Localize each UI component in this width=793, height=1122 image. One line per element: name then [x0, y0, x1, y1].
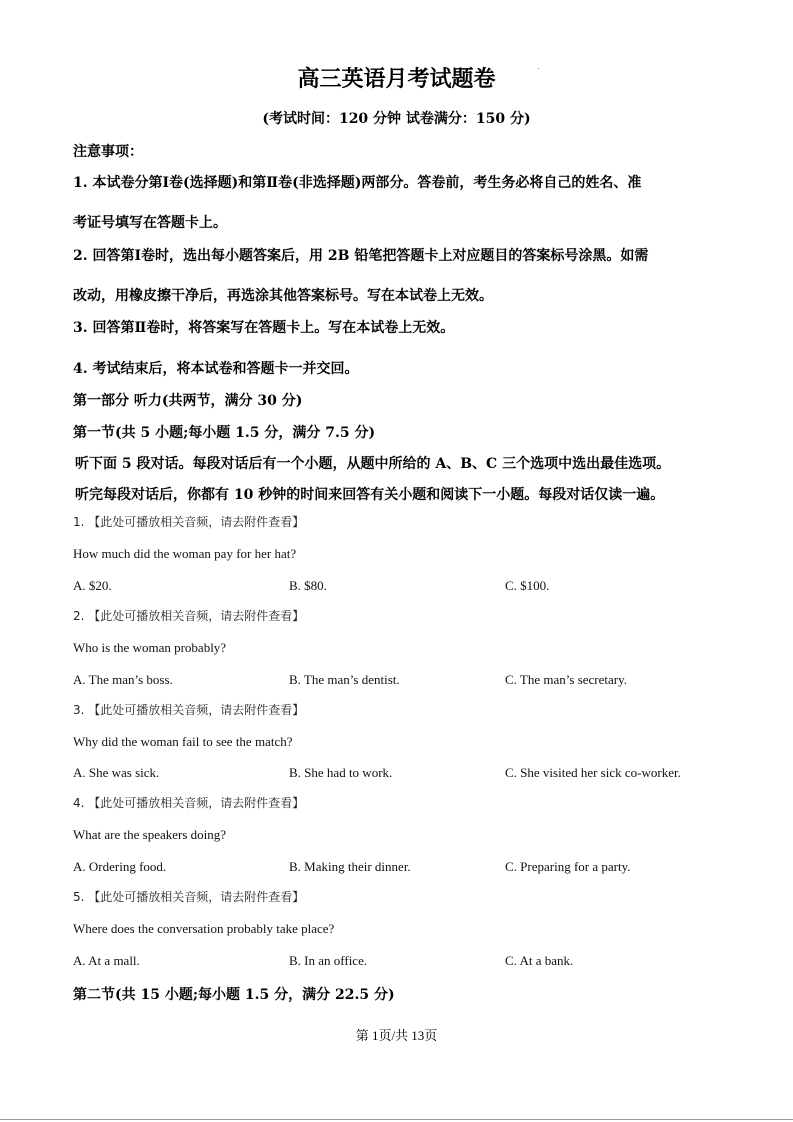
audio-placeholder-1[interactable]: 1. 【此处可播放相关音频，请去附件查看】: [73, 515, 305, 529]
question-4-option-c: C. Preparing for a party.: [505, 859, 631, 874]
notice-heading: 注意事项：: [73, 144, 143, 160]
question-5-option-b: B. In an office.: [289, 953, 368, 968]
notice-item-1b: 考证号填写在答题卡上。: [73, 215, 227, 231]
question-3-option-c: C. She visited her sick co-worker.: [505, 765, 681, 780]
question-3-option-a: A. She was sick.: [73, 765, 160, 780]
question-1-text: How much did the woman pay for her hat?: [73, 546, 297, 561]
audio-placeholder-4[interactable]: 4. 【此处可播放相关音频，请去附件查看】: [73, 796, 305, 810]
question-3-text: Why did the woman fail to see the match?: [73, 734, 293, 749]
question-4-option-a: A. Ordering food.: [73, 859, 167, 874]
question-4-text: What are the speakers doing?: [73, 827, 227, 842]
page-number: 第 1页/共 13页: [355, 1028, 438, 1043]
exam-time-info: (考试时间：120 分钟 试卷满分：150 分): [262, 111, 531, 127]
audio-placeholder-3[interactable]: 3. 【此处可播放相关音频，请去附件查看】: [73, 703, 305, 717]
question-1-option-a: A. $20.: [73, 578, 112, 593]
notice-item-2a: 2. 回答第Ⅰ卷时，选出每小题答案后，用 2B 铅笔把答题卡上对应题目的答案标号涂黑。如需: [73, 248, 649, 264]
question-1-option-c: C. $100.: [505, 578, 550, 593]
question-2-option-b: B. The man’s dentist.: [289, 672, 400, 687]
notice-item-3: 3. 回答第Ⅱ卷时，将答案写在答题卡上。写在本试卷上无效。: [73, 320, 455, 336]
question-5-text: Where does the conversation probably take place?: [73, 921, 335, 936]
question-1-option-b: B. $80.: [289, 578, 327, 593]
audio-placeholder-5[interactable]: 5. 【此处可播放相关音频，请去附件查看】: [73, 890, 305, 904]
part1-heading: 第一部分 听力(共两节，满分 30 分): [73, 393, 303, 409]
section1-heading: 第一节(共 5 小题;每小题 1.5 分，满分 7.5 分): [73, 425, 376, 441]
question-2-option-c: C. The man’s secretary.: [505, 672, 628, 687]
instructions-line-1: 听下面 5 段对话。每段对话后有一个小题，从题中所给的 A、B、C 三个选项中选出最佳选项。: [75, 456, 671, 472]
question-4-option-b: B. Making their dinner.: [289, 859, 411, 874]
bottom-divider: [0, 1119, 793, 1120]
section2-heading: 第二节(共 15 小题;每小题 1.5 分，满分 22.5 分): [73, 987, 395, 1003]
audio-placeholder-2[interactable]: 2. 【此处可播放相关音频，请去附件查看】: [73, 609, 305, 623]
question-5-option-a: A. At a mall.: [73, 953, 140, 968]
notice-item-2b: 改动，用橡皮擦干净后，再选涂其他答案标号。写在本试卷上无效。: [73, 288, 493, 304]
question-2-option-a: A. The man’s boss.: [73, 672, 173, 687]
question-5-option-c: C. At a bank.: [505, 953, 574, 968]
notice-item-4: 4. 考试结束后，将本试卷和答题卡一并交回。: [73, 361, 359, 377]
question-2-text: Who is the woman probably?: [73, 640, 227, 655]
instructions-line-2: 听完每段对话后，你都有 10 秒钟的时间来回答有关小题和阅读下一小题。每段对话仅读一遍。: [75, 487, 665, 503]
notice-item-1a: 1. 本试卷分第Ⅰ卷(选择题)和第Ⅱ卷(非选择题)两部分。答卷前，考生务必将自己的姓名、准: [73, 175, 642, 191]
page-title: 高三英语月考试题卷: [297, 66, 496, 92]
question-3-option-b: B. She had to work.: [289, 765, 393, 780]
